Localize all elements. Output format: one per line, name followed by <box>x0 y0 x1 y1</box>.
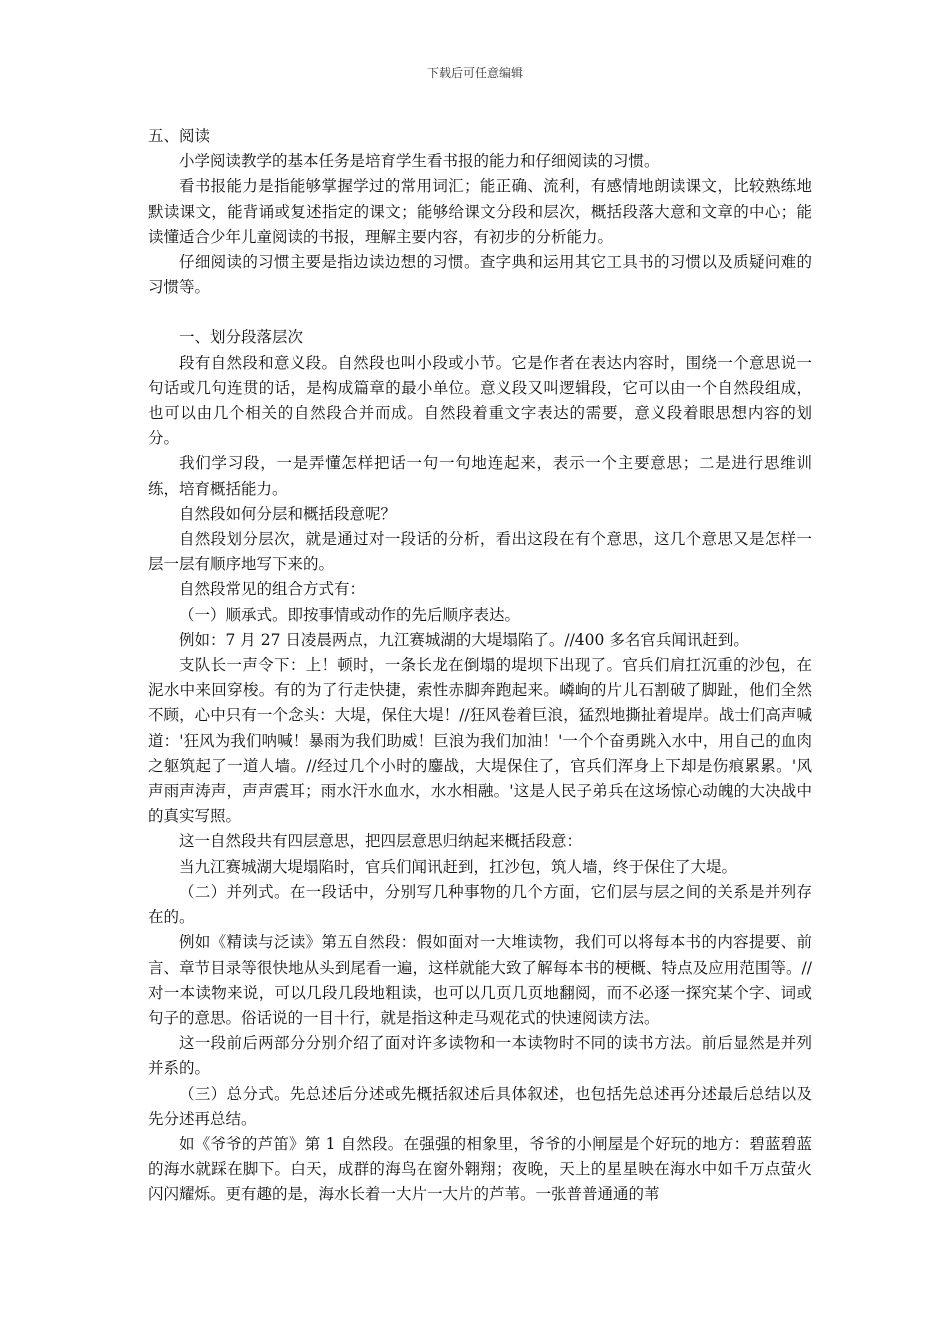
paragraph: 如《爷爷的芦笛》第 1 自然段。在强强的相象里，爷爷的小闸屋是个好玩的地方：碧蓝碧蓝的海水就踩在脚下。白天，成群的海鸟在窗外翱翔；夜晚，天上的星星映在海水中如千万点萤火闪闪耀烁。更有趣的是，海水长着一大片一大片的芦苇。一张普普通通的苇 <box>148 1134 812 1204</box>
paragraph: 看书报能力是指能够掌握学过的常用词汇；能正确、流利，有感情地朗读课文，比较熟练地默读课文，能背诵或复述指定的课文；能够给课文分段和层次，概括段落大意和文章的中心；能读懂适合少年儿童阅读的书报，理解主要内容，有初步的分析能力。 <box>148 177 812 246</box>
paragraph: 我们学习段，一是弄懂怎样把话一句一句地连起来，表示一个主要意思；二是进行思维训练，培育概括能力。 <box>148 454 812 498</box>
paragraph: 小学阅读教学的基本任务是培育学生看书报的能力和仔细阅读的习惯。 <box>179 152 660 171</box>
subsection-title: 一、划分段落层次 <box>179 328 304 347</box>
paragraph: 这一段前后两部分分别介绍了面对许多读物和一本读物时不同的读书方法。前后显然是并列并系的。 <box>148 1034 812 1078</box>
paragraph: 例如《精读与泛读》第五自然段：假如面对一大堆读物，我们可以将每本书的内容提要、前言、章节目录等很快地从头到尾看一遍，这样就能大致了解每本书的梗概、特点及应用范围等。//对一本读物来说，可以几段几段地粗读，也可以几页几页地翻阅，而不必逐一探究某个字、词或句子的意思。俗话说的一目十行，就是指这种走马观花式的快速阅读方法。 <box>148 933 812 1027</box>
paragraph: 支队长一声令下：上！顿时，一条长龙在倒塌的堤坝下出现了。官兵们肩扛沉重的沙包，在泥水中来回穿梭。有的为了行走快捷，索性赤脚奔跑起来。嶙峋的片儿石割破了脚趾，他们全然不顾，心中只有一个念头：大堤，保住大堤！//狂风卷着巨浪，猛烈地撕扯着堤岸。战士们高声喊道：'狂风为我们呐喊！暴雨为我们助威！巨浪为我们加油！'一个个奋勇跳入水中，用自己的血肉之躯筑起了一道人墙。//经过几个小时的鏖战，大堤保住了，官兵们浑身上下却是伤痕累累。'风声雨声涛声，声声震耳；雨水汗水血水，水水相融。'这是人民子弟兵在这场惊心动魄的大决战中的真实写照。 <box>148 656 812 826</box>
paragraph: 当九江赛城湖大堤塌陷时，官兵们闻讯赶到，扛沙包，筑人墙，终于保住了大堤。 <box>179 857 738 876</box>
paragraph: （二）并列式。在一段话中，分别写几种事物的几个方面，它们层与层之间的关系是并列存在的。 <box>148 882 812 927</box>
paragraph: 段有自然段和意义段。自然段也叫小段或小节。它是作者在表达内容时，围绕一个意思说一句话或几句连贯的话，是构成篇章的最小单位。意义段又叫逻辑段，它可以由一个自然段组成，也可以由几个相关的自然段合并而成。自然段着重文字表达的需要，意义段着眼思想内容的划分。 <box>148 353 812 448</box>
document-body <box>148 124 812 1208</box>
paragraph: （三）总分式。先总述后分述或先概括叙述后具体叙述，也包括先总述再分述最后总结以及先分述再总结。 <box>148 1084 812 1128</box>
spacer <box>148 300 812 325</box>
page-header: 下载后可任意编辑 <box>426 66 523 80</box>
paragraph: （一）顺承式。即按事情或动作的先后顺序表达。 <box>179 605 521 624</box>
paragraph: 自然段划分层次，就是通过对一段话的分析，看出这段在有个意思，这几个意思又是怎样一层一层有顺序地写下来的。 <box>148 530 812 574</box>
paragraph: 自然段如何分层和概括段意呢？ <box>179 504 397 523</box>
paragraph: 这一自然段共有四层意思，把四层意思归纳起来概括段意： <box>179 832 583 851</box>
paragraph: 自然段常见的组合方式有： <box>179 580 366 599</box>
section-title: 五、阅读 <box>148 127 211 145</box>
paragraph: 仔细阅读的习惯主要是指边读边想的习惯。查字典和运用其它工具书的习惯以及质疑问难的习惯等。 <box>148 253 812 297</box>
paragraph: 例如：7 月 27 日凌晨两点，九江赛城湖的大堤塌陷了。//400 多名官兵闻讯赶到。 <box>179 630 749 649</box>
